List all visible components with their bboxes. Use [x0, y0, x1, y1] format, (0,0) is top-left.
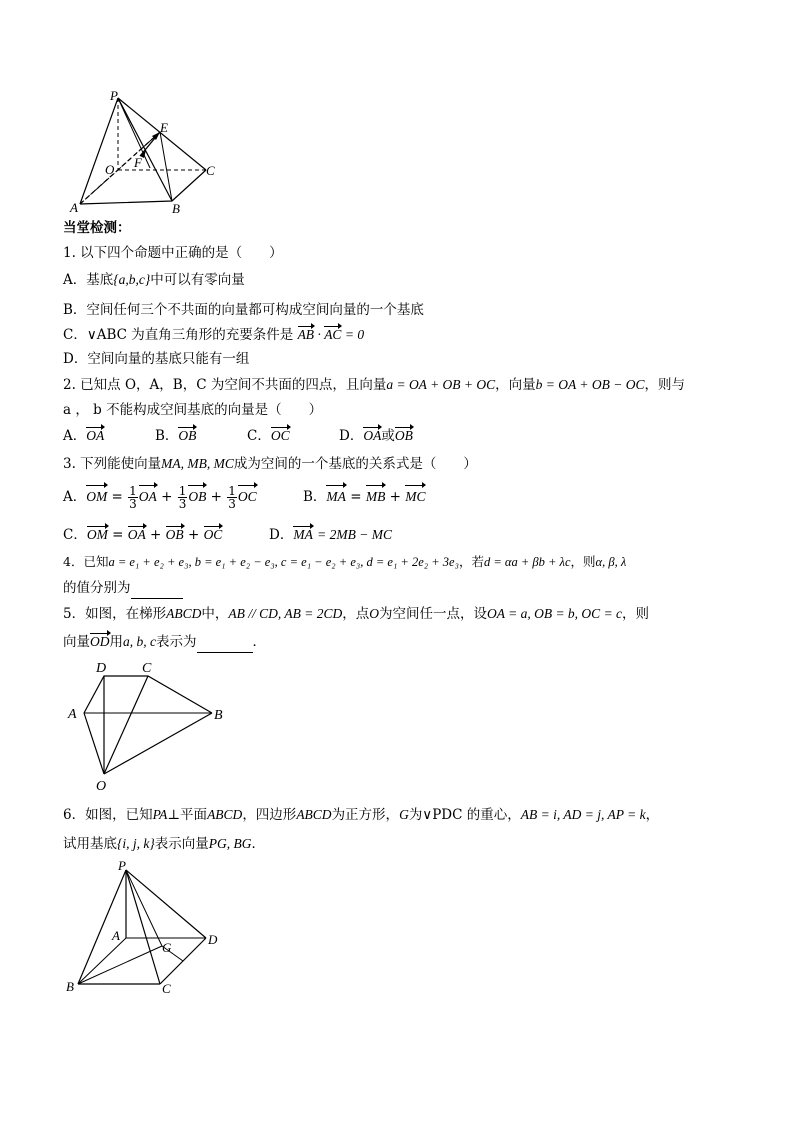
q6-line1: 6．如图，已知PA⊥平面ABCD，四边形ABCD为正方形，G为∨PDC 的重心，AB = i, AD = j, AP = k，	[63, 807, 660, 823]
figure-pyramid	[60, 88, 230, 216]
q3-options-ab: A．OM = $\frac{1}{3}$ OA + $\frac{1}{3}$ OB + $\frac{1}{3}$ OC B．MA = MB + MC	[63, 484, 426, 511]
q2-line2: a ， b 不能构成空间基底的向量是（ ）	[63, 402, 323, 418]
fig1-label-B: B	[172, 201, 180, 216]
q4-line2: 的值分别为	[63, 578, 754, 599]
fig2-label-C: C	[142, 661, 152, 676]
fig2-label-B: B	[214, 708, 223, 723]
fig2-label-A: A	[68, 707, 77, 722]
fig1-label-E: E	[160, 120, 168, 135]
q5-line2: 向量OD用a, b, c表示为 ．	[63, 632, 754, 653]
q2-options: A．OA B．OB C．OC D．OA或OB	[63, 428, 413, 444]
q6-line2: 试用基底{i, j, k}表示向量PG, BG．	[63, 836, 266, 852]
q1-basis-set: {a,b,c}	[113, 272, 151, 287]
q1-option-c: C．∨ABC 为直角三角形的充要条件是 AB · AC = 0	[63, 327, 365, 343]
fig2-label-D: D	[96, 661, 107, 676]
fig3-label-G: G	[162, 940, 172, 955]
q1-stem: 1. 以下四个命题中正确的是（ ）	[63, 245, 283, 261]
q5-line1: 5．如图，在梯形ABCD中，AB // CD, AB = 2CD，点O为空间任一点，设OA = a, OB = b, OC = c，则	[63, 606, 650, 622]
q1-option-a: A．基底{a,b,c}中可以有零向量	[63, 272, 245, 288]
figure-trapezoid	[62, 656, 242, 796]
q4-line1: 4．已知a = e₁ + e₂ + e₃, b = e₁ + e₂ − e₃, c = e₁ − e₂ + e₃, d = e₁ + 2e₂ + 3e₃，若d = αa + βb + λc，则α, β, λ	[63, 554, 627, 569]
fig3-label-B: B	[66, 979, 74, 994]
fig1-label-O: O	[105, 162, 115, 177]
q4-answer-blank[interactable]	[131, 578, 183, 599]
q1-option-b: B．空间任何三个不共面的向量都可构成空间向量的一个基底	[63, 302, 424, 318]
q1-option-d: D．空间向量的基底只能有一组	[63, 351, 250, 367]
fig1-label-A: A	[70, 200, 78, 215]
figure-square-pyramid	[60, 860, 240, 1000]
fig1-label-P: P	[110, 88, 118, 103]
fig3-label-P: P	[118, 860, 126, 873]
q3-options-cd: C．OM = OA + OB + OC D．MA = 2MB − MC	[63, 527, 392, 543]
fig1-label-C: C	[206, 163, 215, 178]
fig2-label-O: O	[96, 779, 107, 794]
q3-stem: 3. 下列能使向量MA, MB, MC成为空间的一个基底的关系式是（ ）	[63, 456, 477, 472]
fig3-label-A: A	[112, 928, 120, 943]
section-title: 当堂检测：	[63, 220, 131, 236]
q5-answer-blank[interactable]	[197, 632, 253, 653]
fig1-label-F: F	[134, 155, 142, 170]
q2-line1: 2. 已知点 O，A，B，C 为空间不共面的四点，且向量a = OA + OB + OC，向量b = OA + OB − OC，则与	[63, 377, 686, 393]
fig3-label-C: C	[162, 981, 171, 996]
fig3-label-D: D	[208, 932, 218, 947]
